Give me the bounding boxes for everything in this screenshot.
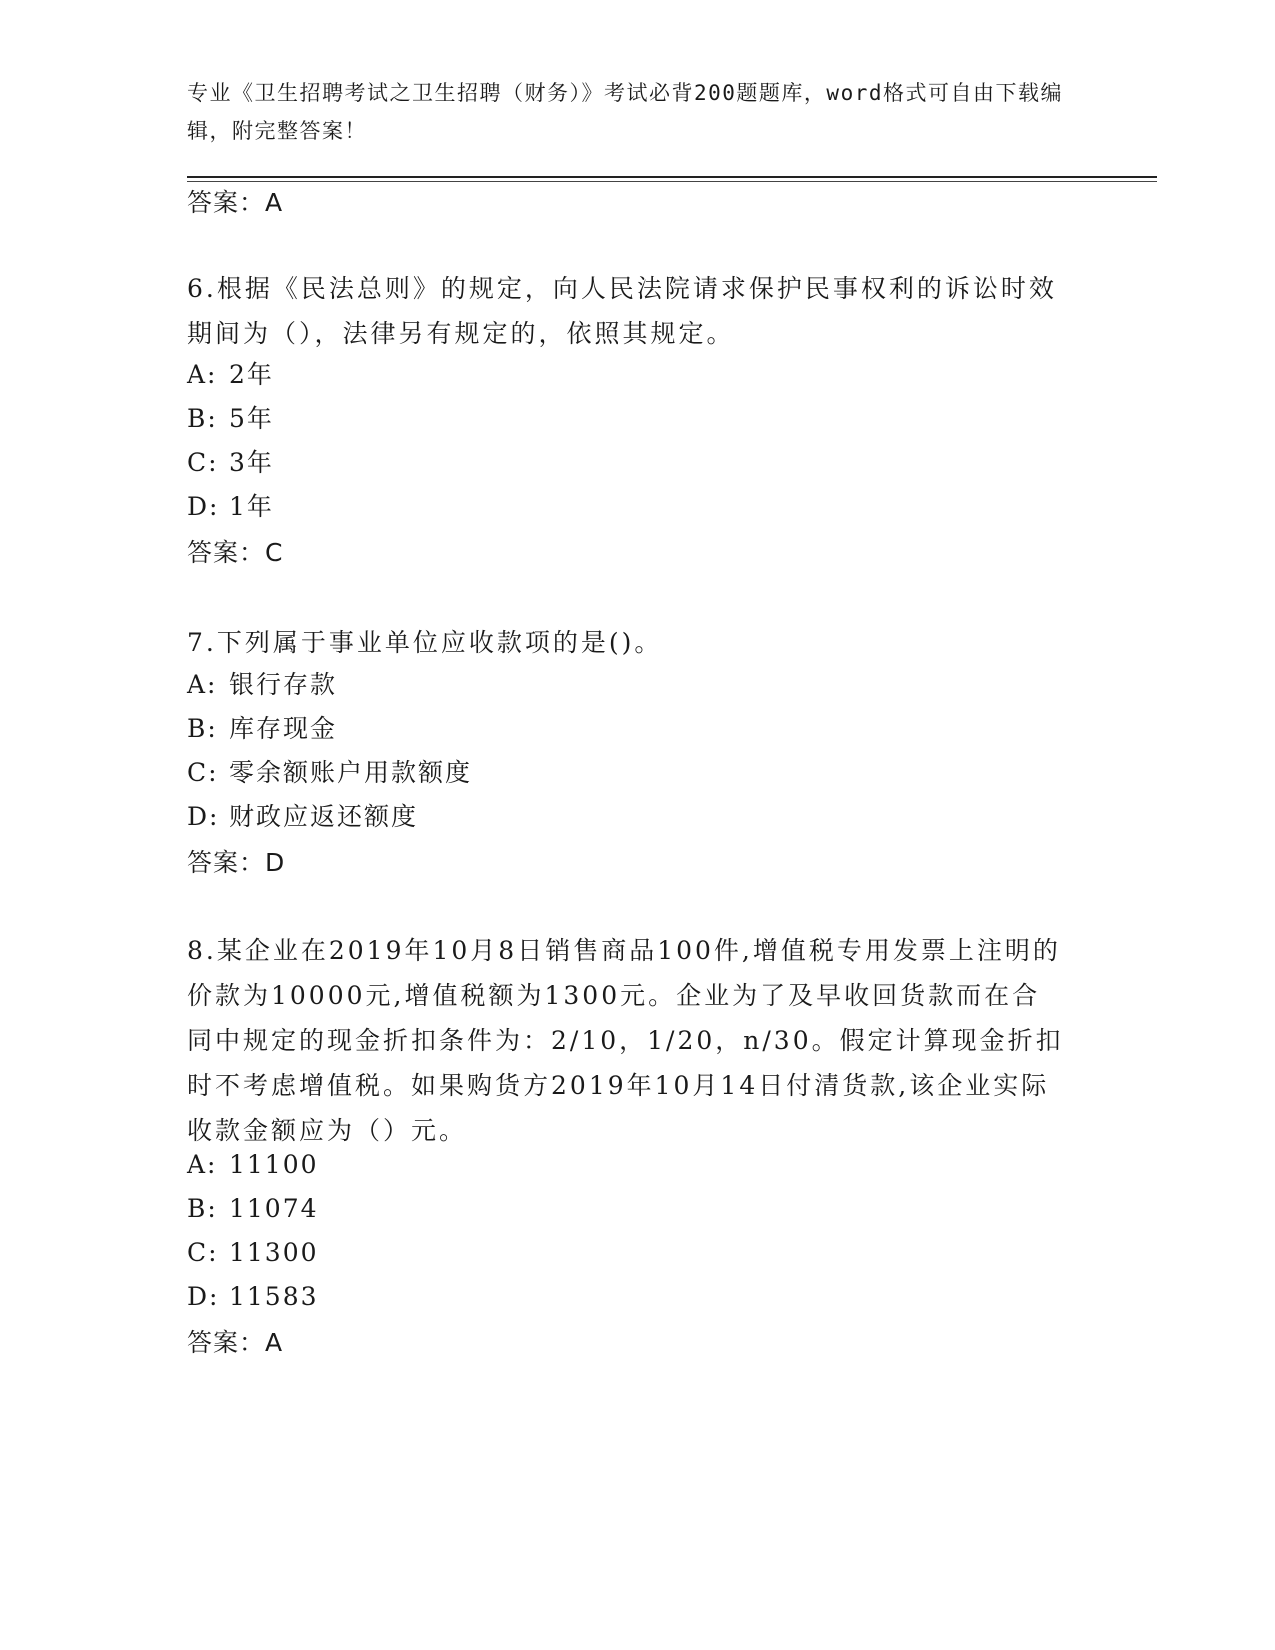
- question-8-option-c: [187, 1236, 319, 1270]
- question-7-text: 7.下列属于事业单位应收款项的是()。: [187, 628, 663, 657]
- question-8-text: 8.某企业在2019年10月8日销售商品100件,增值税专用发票上注明的价款为10000元,增值税额为1300元。企业为了及早收回货款而在合同中规定的现金折扣条件为：2/10，1/20，n/30。假定计算现金折扣时不考虑增值税。如果购货方2019年10月14日付清货款,该企业实际收款金额应为（）元。: [187, 936, 1064, 1145]
- option-letter: C:: [187, 448, 219, 477]
- option-text: 5年: [229, 404, 274, 433]
- question-6-option-b: [187, 402, 274, 436]
- option-letter: B:: [187, 1194, 218, 1223]
- document-header: 专业《卫生招聘考试之卫生招聘（财务）》考试必背200题题库，word格式可自由下载编辑，附完整答案！: [187, 81, 1063, 143]
- option-text: 1年: [229, 492, 274, 521]
- question-6-option-d: [187, 490, 274, 524]
- answer-q7: 答案：D: [187, 848, 286, 877]
- question-6-option-a: [187, 358, 274, 392]
- option-letter: A:: [187, 670, 218, 699]
- option-letter: B:: [187, 404, 218, 433]
- option-letter: B:: [187, 714, 218, 743]
- question-7-option-a: [187, 668, 337, 702]
- question-8-option-a: [187, 1148, 319, 1182]
- question-7-option-d: [187, 800, 418, 834]
- option-letter: D:: [187, 1282, 220, 1311]
- option-letter: C:: [187, 758, 219, 787]
- header-rule-thick: [187, 176, 1157, 178]
- question-8-option-b: [187, 1192, 319, 1226]
- question-6-option-c: [187, 446, 274, 480]
- option-text: 11300: [229, 1238, 319, 1267]
- option-text: 11100: [229, 1150, 319, 1179]
- header-rule-thin: [187, 181, 1157, 182]
- option-letter: C:: [187, 1238, 219, 1267]
- answer-q6: 答案：C: [187, 538, 284, 567]
- option-text: 2年: [229, 360, 274, 389]
- answer-q5: 答案：A: [187, 188, 284, 217]
- option-letter: A:: [187, 1150, 218, 1179]
- question-7-option-b: [187, 712, 337, 746]
- option-text: 零余额账户用款额度: [229, 758, 473, 787]
- question-6-text: 6.根据《民法总则》的规定，向人民法院请求保护民事权利的诉讼时效期间为（），法律另有规定的，依照其规定。: [187, 274, 1057, 348]
- option-letter: D:: [187, 802, 220, 831]
- option-text: 11583: [229, 1282, 319, 1311]
- option-text: 11074: [229, 1194, 319, 1223]
- option-text: 3年: [229, 448, 274, 477]
- question-7-option-c: [187, 756, 472, 790]
- option-letter: D:: [187, 492, 220, 521]
- option-letter: A:: [187, 360, 218, 389]
- option-text: 财政应返还额度: [229, 802, 419, 831]
- option-text: 银行存款: [229, 670, 338, 699]
- answer-q8: 答案：A: [187, 1328, 284, 1357]
- option-text: 库存现金: [229, 714, 338, 743]
- question-8-option-d: [187, 1280, 319, 1314]
